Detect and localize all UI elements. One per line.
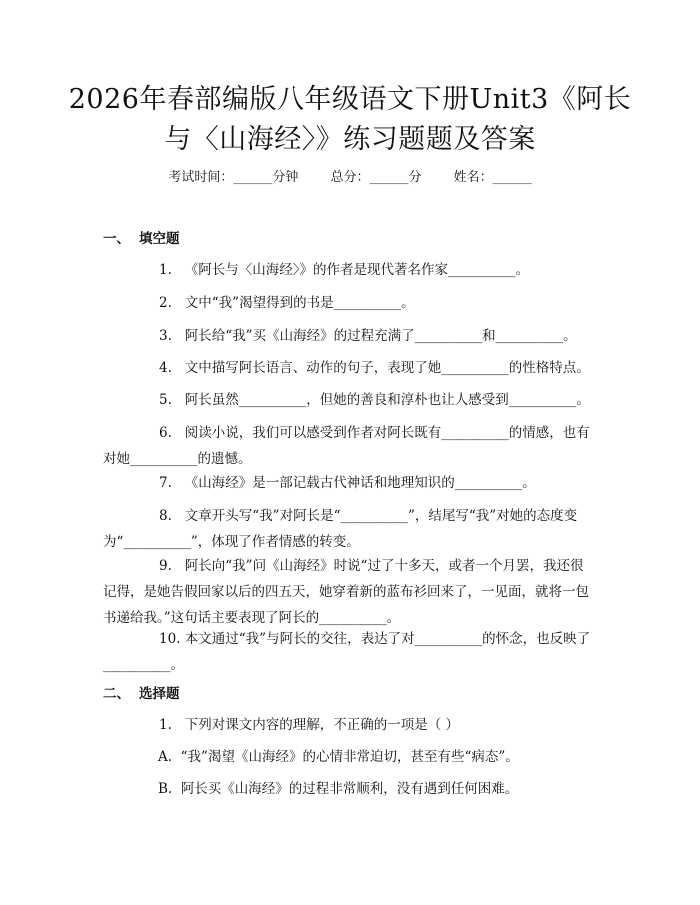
question-item: 10. 本文通过“我”与阿长的交往，表达了对__________的怀念，也反映了__________。 [103,631,591,673]
section-number: 二、 [103,686,130,702]
section-number: 一、 [103,231,130,247]
question-item: 6. 阅读小说，我们可以感受到作者对阿长既有__________的情感，也有对她__________的遗憾。 [103,425,590,467]
document-title: 2026年春部编版八年级语文下册Unit3《阿长与〈山海经〉》练习题题及答案 [68,84,632,155]
question-item: 9. 阿长向“我”问《山海经》时说“过了十多天，或者一个月罢，我还很记得，是她告假回家以后的四五天，她穿着新的蓝布衫回来了，一见面，就将一包书递给我。”这句话主要表现了阿长的__________。 [103,558,589,626]
choice-option-b: B. 阿长买《山海经》的过程非常顺利，没有遇到任何困难。 [158,781,519,797]
exam-time: 考试时间：______分钟 [168,170,299,185]
question-item: 7. 《山海经》是一部记载古代神话和地理知识的__________。 [159,475,536,491]
exam-info [0,168,700,188]
question-item: 3. 阿长给“我”买《山海经》的过程充满了__________和__________。 [159,328,577,344]
question-item: 1. 《阿长与〈山海经〉》的作者是现代著名作家__________。 [159,262,530,278]
section-label: 选择题 [139,686,180,702]
exam-name: 姓名：______ [453,170,532,185]
exam-score: 总分：______分 [330,170,422,185]
section-heading-multiple-choice [103,684,180,704]
section-label: 填空题 [139,231,180,247]
question-item: 4. 文中描写阿长语言、动作的句子，表现了她__________的性格特点。 [159,360,590,376]
choice-option-a: A. “我”渴望《山海经》的心情非常迫切，甚至有些“病态”。 [158,749,519,765]
question-item: 1. 下列对课文内容的理解，不正确的一项是（ ） [159,717,460,733]
question-item: 8. 文章开头写“我”对阿长是“__________”，结尾写“我”对她的态度变为“__________”，体现了作者情感的转变。 [103,508,578,550]
question-item: 5. 阿长虽然__________，但她的善良和淳朴也让人感受到__________。 [159,392,590,408]
question-item: 2. 文中“我”渴望得到的书是__________。 [159,295,415,311]
section-heading-fill-blank [103,229,180,249]
